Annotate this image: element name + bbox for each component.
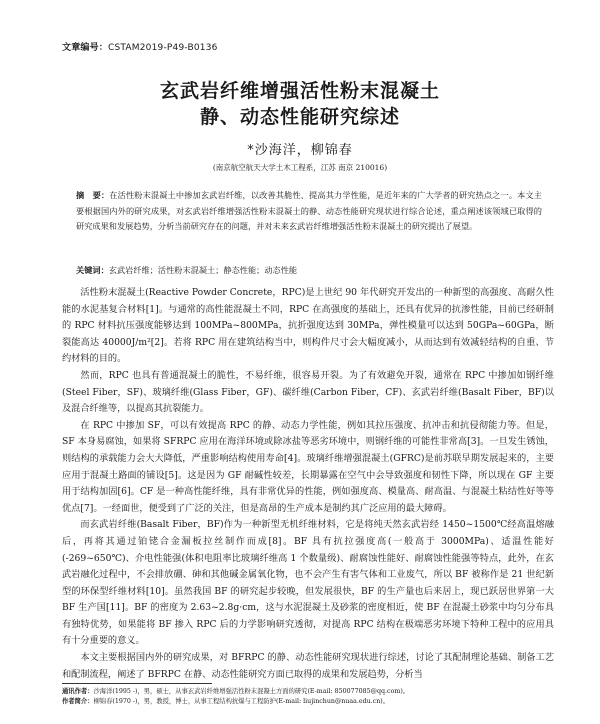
footnote-text: 沙海洋(1995 -)，男，硕士，从事玄武岩纤维增强活性粉末混凝土方面的研究(E-mail: 850077085@qq.com)。 <box>93 688 410 695</box>
abstract-label: 摘 要： <box>76 190 110 200</box>
body-paragraph: 然而，RPC 也具有普通混凝土的脆性，不易纤维，很容易开裂。为了有效避免开裂，通常在 RPC 中掺加如钢纤维(Steel Fiber，SF)、玻璃纤维(Glass Fiber，GF)、碳纤维(Carbon Fiber，CF)、玄武岩纤维(Basalt Fiber，BF)以及混合纤维等，以提高其抗裂能力。 <box>62 369 554 415</box>
keywords-text: 玄武岩纤维；活性粉末混凝土；静态性能；动态性能 <box>108 265 298 275</box>
footnote-text: 柳锦春(1970 -)，男，教授，博士，从事工程结构抗爆与工程防护(E-mail: liujinchun@nuaa.edu.cn)。 <box>93 698 390 705</box>
article-number-label: 文章编号： <box>62 43 109 53</box>
body-paragraph: 在 RPC 中掺加 SF，可以有效提高 RPC 的静、动态力学性能，例如其拉压强度、抗冲击和抗侵彻能力等。但是，SF 本身易腐蚀，如果将 SFRPC 应用在海洋环境或除冰盐等恶劣环境中，则钢纤维的可能性非常高[3]。一旦发生锈蚀，则结构的承载能力会大大降低，严重影响结构使用寿命[4]。玻璃纤维增强混凝土(GFRC)是前苏联早期发展起来的，主要应用于混凝土路面的铺设[5]。这是因为 GF 耐碱性较差，长期暴露在空气中会导致强度和韧性下降，所以现在 GF 主要用于结构加固[6]。CF 是一种高性能纤维，具有非常优异的性能，例如强度高、模量高、耐高温、与混凝土粘结性好等等优点[7]。一经面世，便受到了广泛的关注，但是高昂的生产成本是制约其广泛应用的最大障碍。 <box>62 419 554 514</box>
article-number-value: CSTAM2019-P49-B0136 <box>108 43 218 53</box>
body-text <box>62 285 554 683</box>
footnote-label: 作者简介： <box>62 698 94 705</box>
body-paragraph: 活性粉末混凝土(Reactive Powder Concrete，RPC)是上世纪 90 年代研究开发出的一种新型的高强度、高耐久性能的水泥基复合材料[1]。与通常的高性能混凝土不同，RPC 在高强度的基础上，还具有优异的抗渗性能，目前已经研制的 RPC 材料抗压强度能够达到 100MPa~800MPa，抗折强度达到 30MPa，弹性模量可以达到 50GPa~60GPa，断裂能高达 40000J/m²[2]。若将 RPC 用在建筑结构当中，则构件尺寸会大幅度减小，从而达到有效减轻结构的自重、节约材料的目的。 <box>62 287 554 365</box>
paper-title-line-2: 静、动态性能研究综述 <box>199 106 400 128</box>
footnote-corresponding-author <box>62 687 554 696</box>
affiliation: (南京航空航天大学土木工程系，江苏 南京 210016) <box>212 163 388 172</box>
keywords <box>76 265 542 276</box>
footnote-author-bio <box>62 697 554 706</box>
article-number <box>62 40 218 53</box>
authors: *沙海洋，柳锦春 <box>247 143 353 158</box>
abstract <box>76 188 542 235</box>
paper-title-line-1: 玄武岩纤维增强活性粉末混凝土 <box>159 80 440 102</box>
footnote-label: 通讯作者： <box>62 688 94 695</box>
keywords-label: 关键词： <box>76 265 109 275</box>
body-paragraph: 本文主要根据国内外的研究成果，对 BFRPC 的静、动态性能研究现状进行综述，讨论了其配制理论基础、制备工艺和配制流程，阐述了 BFRPC 在静、动态性能研究方面已取得的成果和发展趋势，分析当 <box>62 652 554 680</box>
body-paragraph: 而玄武岩纤维(Basalt Fiber，BF)作为一种新型无机纤维材料，它是将纯天然玄武岩经 1450~1500℃经高温熔融后，再将其通过铂铑合金漏板拉丝制作而成[8]。BF 具有抗拉强度高(一般高于 3000MPa)、适温性能好(-269~650℃)、介电性能强(体积电阻率比玻璃纤维高 1 个数量级)、耐腐蚀性能好、耐腐蚀性能强等特点，此外，在玄武岩融化过程中，不会排放硼、砷和其他碱金属氧化物，也不会产生有害气体和工业废气，所以 BF 被称作是 21 世纪新型的环保型纤维材料[10]。虽然我国 BF 的研究起步较晚，但发展很快，BF 的生产量也后来居上，现已跃居世界第一大 BF 生产国[11]。BF 的密度为 2.63~2.8g·cm，这与水泥混凝土及砂浆的密度相近，使 BF 在混凝土砂浆中均匀分布具有独特优势，如果能将 BF 掺入 RPC 后的力学影响研究透彻，对提高 RPC 结构在极端恶劣环境下特种工程中的应用具有十分重要的意义。 <box>62 519 554 647</box>
footnote-divider <box>62 683 212 684</box>
abstract-text: 在活性粉末混凝土中掺加玄武岩纤维，以改善其脆性、提高其力学性能，是近年来的广大学者的研究热点之一。本文主要根据国内外的研究成果，对玄武岩纤维增强活性粉末混凝土的静、动态性能研究现状进行综合论述，重点阐述该领域已取得的研究成果和发展趋势，分析当前研究存在的问题，并对未来玄武岩纤维增强活性粉末混凝土的研究提出了展望。 <box>76 190 542 232</box>
